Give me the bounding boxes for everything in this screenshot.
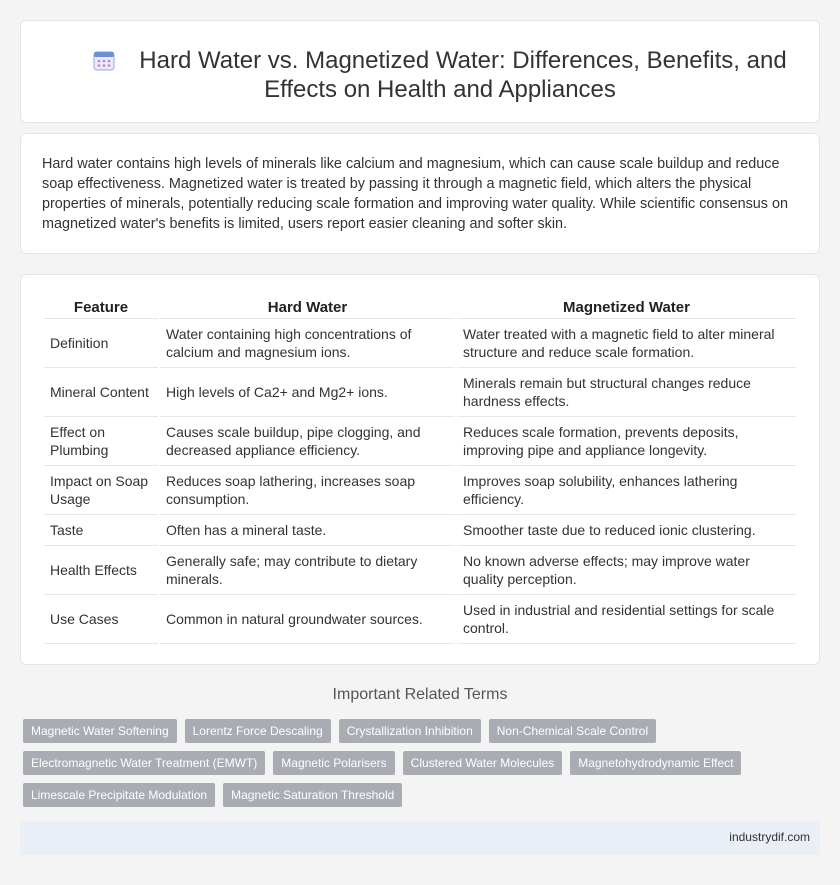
comparison-table <box>42 295 798 644</box>
related-term-tag[interactable]: Magnetic Polarisers <box>273 751 394 775</box>
comparison-card <box>20 274 820 665</box>
magnetized-water-cell: No known adverse effects; may improve water quality perception. <box>457 546 796 595</box>
page-title <box>81 46 799 104</box>
tag-row <box>23 719 823 743</box>
header-feature: Feature <box>44 295 158 319</box>
magnetized-water-cell: Smoother taste due to reduced ionic clustering. <box>457 515 796 546</box>
feature-cell: Effect on Plumbing <box>44 417 158 466</box>
header-magnetized-water: Magnetized Water <box>457 295 796 319</box>
header-card <box>20 20 820 123</box>
related-term-tag[interactable]: Magnetohydrodynamic Effect <box>570 751 741 775</box>
related-term-tag[interactable]: Lorentz Force Descaling <box>185 719 331 743</box>
hard-water-cell: Water containing high concentrations of calcium and magnesium ions. <box>160 319 455 368</box>
intro-card <box>20 133 820 254</box>
table-row <box>44 319 796 368</box>
page-title-text: Hard Water vs. Magnetized Water: Differences, Benefits, and Effects on Health and Appliances <box>139 47 787 103</box>
hard-water-cell: Often has a mineral taste. <box>160 515 455 546</box>
related-term-tag[interactable]: Crystallization Inhibition <box>339 719 481 743</box>
related-term-tag[interactable]: Magnetic Saturation Threshold <box>223 783 402 807</box>
hard-water-cell: Reduces soap lathering, increases soap consumption. <box>160 466 455 515</box>
related-term-tag[interactable]: Clustered Water Molecules <box>403 751 563 775</box>
related-terms-tags <box>23 719 823 815</box>
magnetized-water-cell: Minerals remain but structural changes reduce hardness effects. <box>457 368 796 417</box>
table-row <box>44 515 796 546</box>
related-term-tag[interactable]: Non-Chemical Scale Control <box>489 719 656 743</box>
related-terms-title: Important Related Terms <box>332 686 508 703</box>
feature-cell: Definition <box>44 319 158 368</box>
magnetized-water-cell: Reduces scale formation, prevents deposits, improving pipe and appliance longevity. <box>457 417 796 466</box>
footer <box>20 821 820 855</box>
related-term-tag[interactable]: Electromagnetic Water Treatment (EMWT) <box>23 751 265 775</box>
table-row <box>44 595 796 644</box>
tag-row <box>23 783 823 807</box>
related-term-tag[interactable]: Magnetic Water Softening <box>23 719 177 743</box>
tag-row <box>23 751 823 775</box>
feature-cell: Taste <box>44 515 158 546</box>
table-row <box>44 417 796 466</box>
feature-cell: Use Cases <box>44 595 158 644</box>
feature-cell: Mineral Content <box>44 368 158 417</box>
table-row <box>44 368 796 417</box>
feature-cell: Health Effects <box>44 546 158 595</box>
feature-cell: Impact on Soap Usage <box>44 466 158 515</box>
calendar-icon <box>93 49 115 71</box>
magnetized-water-cell: Water treated with a magnetic field to alter mineral structure and reduce scale formation. <box>457 319 796 368</box>
table-row <box>44 546 796 595</box>
hard-water-cell: Causes scale buildup, pipe clogging, and decreased appliance efficiency. <box>160 417 455 466</box>
magnetized-water-cell: Improves soap solubility, enhances lathering efficiency. <box>457 466 796 515</box>
related-term-tag[interactable]: Limescale Precipitate Modulation <box>23 783 215 807</box>
hard-water-cell: High levels of Ca2+ and Mg2+ ions. <box>160 368 455 417</box>
table-header-row <box>44 295 796 319</box>
magnetized-water-cell: Used in industrial and residential settings for scale control. <box>457 595 796 644</box>
hard-water-cell: Common in natural groundwater sources. <box>160 595 455 644</box>
table-row <box>44 466 796 515</box>
hard-water-cell: Generally safe; may contribute to dietary minerals. <box>160 546 455 595</box>
intro-paragraph: Hard water contains high levels of minerals like calcium and magnesium, which can cause scale buildup and reduce soap effectiveness. Magnetized water is treated by passing it through a magnetic field, which alters the physical properties of minerals, potentially reducing scale formation and improving water quality. While scientific consensus on magnetized water's benefits is limited, users report easier cleaning and softer skin. <box>42 156 789 232</box>
header-hard-water: Hard Water <box>160 295 455 319</box>
footer-site-link[interactable]: industrydif.com <box>729 830 810 844</box>
